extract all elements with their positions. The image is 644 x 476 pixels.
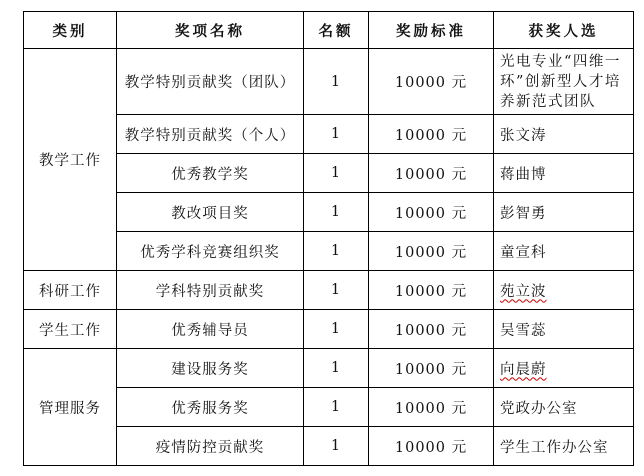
category-cell: 教学工作 [24,49,117,271]
table-row [24,49,634,115]
header-quota: 名额 [304,12,369,49]
standard-cell: 10000 元 [369,232,494,271]
quota-cell: 1 [304,49,369,115]
quota-cell: 1 [304,193,369,232]
quota-cell: 1 [304,232,369,271]
standard-cell: 10000 元 [369,388,494,427]
winner-cell: 学生工作办公室 [494,427,634,466]
award-cell: 教学特别贡献奖（个人） [117,115,304,154]
winner-cell: 吴雪蕊 [494,310,634,349]
quota-cell: 1 [304,427,369,466]
winner-cell: 蒋曲博 [494,154,634,193]
header-award: 奖项名称 [117,12,304,49]
standard-cell: 10000 元 [369,310,494,349]
quota-cell: 1 [304,115,369,154]
award-cell: 疫情防控贡献奖 [117,427,304,466]
standard-cell: 10000 元 [369,271,494,310]
quota-cell: 1 [304,310,369,349]
award-cell: 优秀辅导员 [117,310,304,349]
award-cell: 建设服务奖 [117,349,304,388]
award-cell: 优秀教学奖 [117,154,304,193]
header-standard: 奖励标准 [369,12,494,49]
winner-cell [494,271,634,310]
quota-cell: 1 [304,271,369,310]
table-row [24,310,634,349]
quota-cell: 1 [304,388,369,427]
category-cell: 学生工作 [24,310,117,349]
table-row [24,271,634,310]
award-cell: 教改项目奖 [117,193,304,232]
winner-cell: 张文涛 [494,115,634,154]
winner-name: 苑立波 [500,283,547,300]
award-cell: 优秀学科竞赛组织奖 [117,232,304,271]
standard-cell: 10000 元 [369,349,494,388]
winner-cell: 彭智勇 [494,193,634,232]
category-cell: 科研工作 [24,271,117,310]
winner-cell [494,349,634,388]
winner-cell: 童宣科 [494,232,634,271]
header-winner: 获奖人选 [494,12,634,49]
quota-cell: 1 [304,349,369,388]
awards-table [23,11,634,466]
standard-cell: 10000 元 [369,427,494,466]
table-row [24,349,634,388]
standard-cell: 10000 元 [369,154,494,193]
header-category: 类别 [24,12,117,49]
header-row [24,12,634,49]
winner-name: 向晨蔚 [500,361,547,378]
standard-cell: 10000 元 [369,49,494,115]
category-cell: 管理服务 [24,349,117,466]
standard-cell: 10000 元 [369,115,494,154]
award-cell: 教学特别贡献奖（团队） [117,49,304,115]
winner-cell: 党政办公室 [494,388,634,427]
winner-cell: 光电专业“四维一环”创新型人才培养新范式团队 [494,49,634,115]
standard-cell: 10000 元 [369,193,494,232]
award-cell: 学科特别贡献奖 [117,271,304,310]
award-cell: 优秀服务奖 [117,388,304,427]
quota-cell: 1 [304,154,369,193]
